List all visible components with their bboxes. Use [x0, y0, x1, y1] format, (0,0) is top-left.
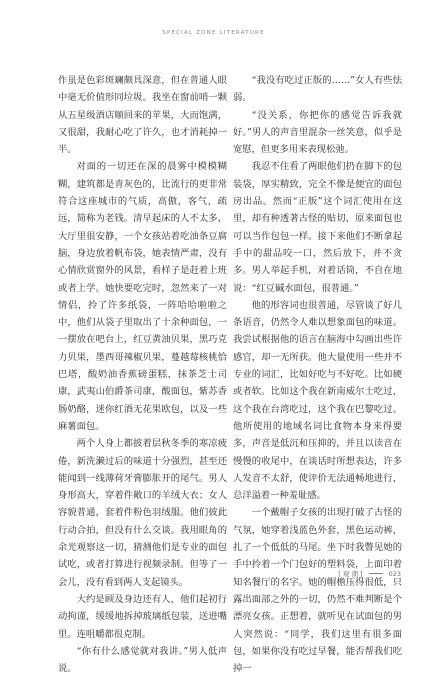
footer-rule — [369, 573, 383, 574]
page-header: SPECIAL ZONE LITERATURE — [162, 30, 265, 36]
paragraph: “你有什么感觉就对我讲。”男人低声说。 — [58, 645, 227, 675]
paragraph: “我没有吃过正版的……”女人有些怯弱。 — [233, 75, 402, 104]
page-number: 023 — [388, 569, 401, 578]
page-footer — [338, 569, 401, 578]
paragraph: 两个人身上都披着层秋冬季的寒凉疲倦，新洗濑过后的味道十分强烈，甚至还能闻到一线薄荷牙膏膨胀开的尾气。男人身形高大，穿着件敞口的羊绒大衣；女人容貌普通，套着件粉色羽绒服。他们彼此行动合拍，但没有什么交谈。我用眼角的余光观察这一切，猜测他们是专业的面包试吃，或者打算进行视频录制。但等了一会儿，没有看到两人支起镜头。 — [58, 438, 227, 588]
paragraph: 一个戴帽子女孩的出现打破了古怪的气氛，她穿着浅蓝色外套，黑色运动裤，扎了一个低低的马尾。坐下时我瞥见她的手中拎着一个门包好的塑料袋，上面印着知名餐厅的名字。她的帽檐压得很低，只露出面部之外的一切，仍然不难判断是个漂亮女孩。正想着，就听见在试面包的男人突然说：“同学，我们这里有很多面包，如果你没有吃过早餐，能否帮我们吃掉一 — [233, 507, 402, 675]
section-label: [ 观 潮 ] — [338, 570, 363, 578]
paragraph: 对面的一切还在深的晨雾中模模糊糊，建筑都是青灰色的，比流行的更非常符合这座城市的气质，高傲，客气，疏远，简称为老钱。清早起床的人不太多，大厅里很安静，一个女孩站着吃油条豆腐脑，身边放着帆布袋，她表情严肃，没有心情欣赏窗外的风景，看样子是赶着上班或者上学。她快要吃完时，忽然来了一对情侣，拎了许多纸袋，一阵哈哈啦啦之中，他们从袋子里取出了十余种面包，一一摆放在吧台上，红豆黄油贝果，黑巧克力贝果，墨西哥辣椒贝果，蔓越莓核桃恰巴塔，酸奶油香蕉磅蛋糕，抹茶芝士司康，武夷山伯爵茶司康，酸面包，紫苏香肠奶酪，迷你红酒无花果欧包，以及一些麻薯面包。 — [58, 161, 227, 432]
right-column — [233, 72, 402, 677]
paragraph: 作虽是色彩斑斓颇具深意，但在普通人眼中毫无价值形同垃圾。我坐在窗前哨一颗从五星级酒店顺回来的苹果，大而饱满，又很甜，我耐心吃了许久，也才消耗掉一半。 — [58, 75, 227, 156]
paragraph: “没关系，你把你的感觉告诉我就好。”男人的声音里混杂一丝笑意，似乎是宽慰，但更多用来表现松弛。 — [233, 109, 402, 156]
paragraph: 我忍不住看了两眼他们扔在脚下的包装袋，厚实精致，完全不像是便宜的面包房出品。然而“正版”这个词汇使用在这里，却有种透著古怪的贴切，原来面包也可以当作包包一样。接下来他们不断拿起手中的甜品咬一口，然后放下，并不贪多。男人举起手机，对着话筒，不自在地说：“红豆碱水面包，很普通。” — [233, 161, 402, 294]
left-column — [58, 72, 227, 677]
paragraph: 他的形容词也很普通，尽管谈了好几条语音，仍然令人难以想象面包的味道。我尝试根据他的语言在脑海中勾画出些许感官，却一无所获。他大量使用一些并不专业的词汇，比如好吃与不好吃。比如硬或者软。比如这个我在新南威尔士吃过，这个我在台湾吃过，这个我在巴黎吃过。他所使用的地域名词比食物本身来得要多，声音是低沉和压抑的，并且以读音在慢慢的收尾中，在谈话时所想表达，许多人发音不太舒，使评价无法通畅地进行，总洋溢着一种羞耻感。 — [233, 299, 402, 502]
paragraph: 大约是顾及身边还有人，他们起初行动拘谨，缓缓地拆掉玻璃纸包装，送进嘴里。连咀嚼都很克制。 — [58, 593, 227, 640]
